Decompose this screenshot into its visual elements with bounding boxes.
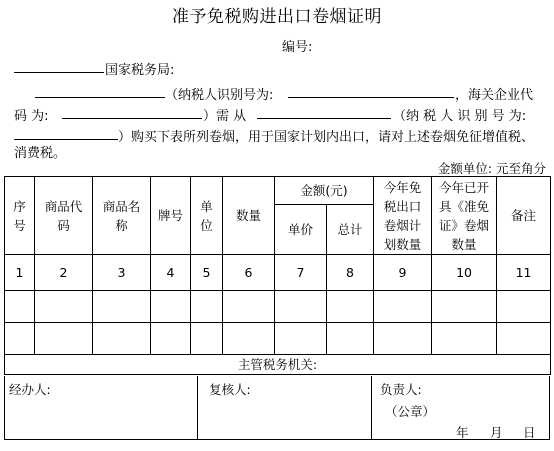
table-row (5, 291, 551, 323)
col-number: 2 (35, 255, 93, 291)
header-total: 总计 (327, 205, 374, 255)
table-cell[interactable] (151, 291, 191, 323)
customs-code-label: ，海关企业代 (455, 88, 534, 103)
col-number: 7 (275, 255, 327, 291)
table-cell[interactable] (151, 323, 191, 355)
header-unit-price: 单价 (275, 205, 327, 255)
responsible-label: 负责人: (380, 382, 422, 397)
table-cell[interactable] (327, 291, 374, 323)
supplier-name-blank[interactable] (257, 118, 391, 119)
header-unit: 单位 (191, 177, 223, 255)
tax-bureau-blank[interactable] (14, 72, 104, 73)
table-cell[interactable] (275, 323, 327, 355)
table-cell[interactable] (5, 291, 35, 323)
col-number: 5 (191, 255, 223, 291)
header-brand: 牌号 (151, 177, 191, 255)
header-amount-group: 金额(元) (275, 177, 374, 205)
header-seq: 序号 (5, 177, 35, 255)
table-cell[interactable] (374, 323, 432, 355)
handler-box[interactable] (5, 376, 198, 439)
table-cell[interactable] (35, 323, 93, 355)
header-product-code: 商品代码 (35, 177, 93, 255)
table-cell[interactable] (374, 291, 432, 323)
table-cell[interactable] (327, 323, 374, 355)
date-day: 日 (523, 425, 536, 440)
table-cell[interactable] (5, 323, 35, 355)
buy-from-label: ）需 从 (203, 109, 247, 124)
header-plan-qty: 今年免税出口卷烟计划数量 (374, 177, 432, 255)
header-quantity: 数量 (223, 177, 275, 255)
customs-code-blank[interactable] (62, 118, 202, 119)
col-number: 3 (93, 255, 151, 291)
date-year: 年 (456, 425, 469, 440)
cigarette-table (4, 176, 551, 375)
signature-section (4, 376, 550, 440)
header-remarks: 备注 (497, 177, 551, 255)
table-cell[interactable] (432, 323, 497, 355)
addressee-label: 国家税务局: (105, 63, 175, 78)
col-number: 1 (5, 255, 35, 291)
table-row (5, 323, 551, 355)
reviewer-box[interactable] (197, 376, 372, 439)
page-title: 准予免税购进出口卷烟证明 (172, 7, 382, 27)
code-label: 码 为: (14, 109, 49, 124)
col-number: 11 (497, 255, 551, 291)
col-number: 10 (432, 255, 497, 291)
official-seal-label: （公章） (385, 404, 436, 419)
table-cell[interactable] (432, 291, 497, 323)
purchase-statement-cont: 消费税。 (14, 146, 67, 161)
table-cell[interactable] (275, 291, 327, 323)
col-number: 8 (327, 255, 374, 291)
table-cell[interactable] (497, 291, 551, 323)
table-cell[interactable] (497, 323, 551, 355)
col-number: 9 (374, 255, 432, 291)
date-month: 月 (490, 425, 503, 440)
table-cell[interactable] (223, 323, 275, 355)
col-number: 4 (151, 255, 191, 291)
reviewer-label: 复核人: (209, 382, 251, 397)
table-cell[interactable] (93, 323, 151, 355)
applicant-name-blank[interactable] (35, 97, 165, 98)
taxpayer-id-blank[interactable] (288, 97, 454, 98)
amount-unit-note: 金额单位: 元至角分 (437, 161, 546, 176)
table-cell[interactable] (191, 323, 223, 355)
handler-label: 经办人: (9, 382, 51, 397)
header-issued-qty: 今年已开具《准免证》卷烟数量 (432, 177, 497, 255)
taxpayer-id-label: （纳税人识别号为: (165, 88, 274, 103)
tax-authority-label: 主管税务机关: (5, 355, 551, 375)
table-cell[interactable] (223, 291, 275, 323)
table-cell[interactable] (35, 291, 93, 323)
supplier-taxpayer-id-label: （纳 税 人 识 别 号 为: (393, 109, 527, 124)
supplier-taxpayer-id-blank[interactable] (14, 139, 118, 140)
serial-number-label: 编号: (282, 40, 313, 55)
col-number: 6 (223, 255, 275, 291)
table-cell[interactable] (191, 291, 223, 323)
table-cell[interactable] (93, 291, 151, 323)
header-product-name: 商品名称 (93, 177, 151, 255)
purchase-statement: ）购买下表所列卷烟，用于国家计划内出口，请对上述卷烟免征增值税、 (118, 130, 535, 145)
